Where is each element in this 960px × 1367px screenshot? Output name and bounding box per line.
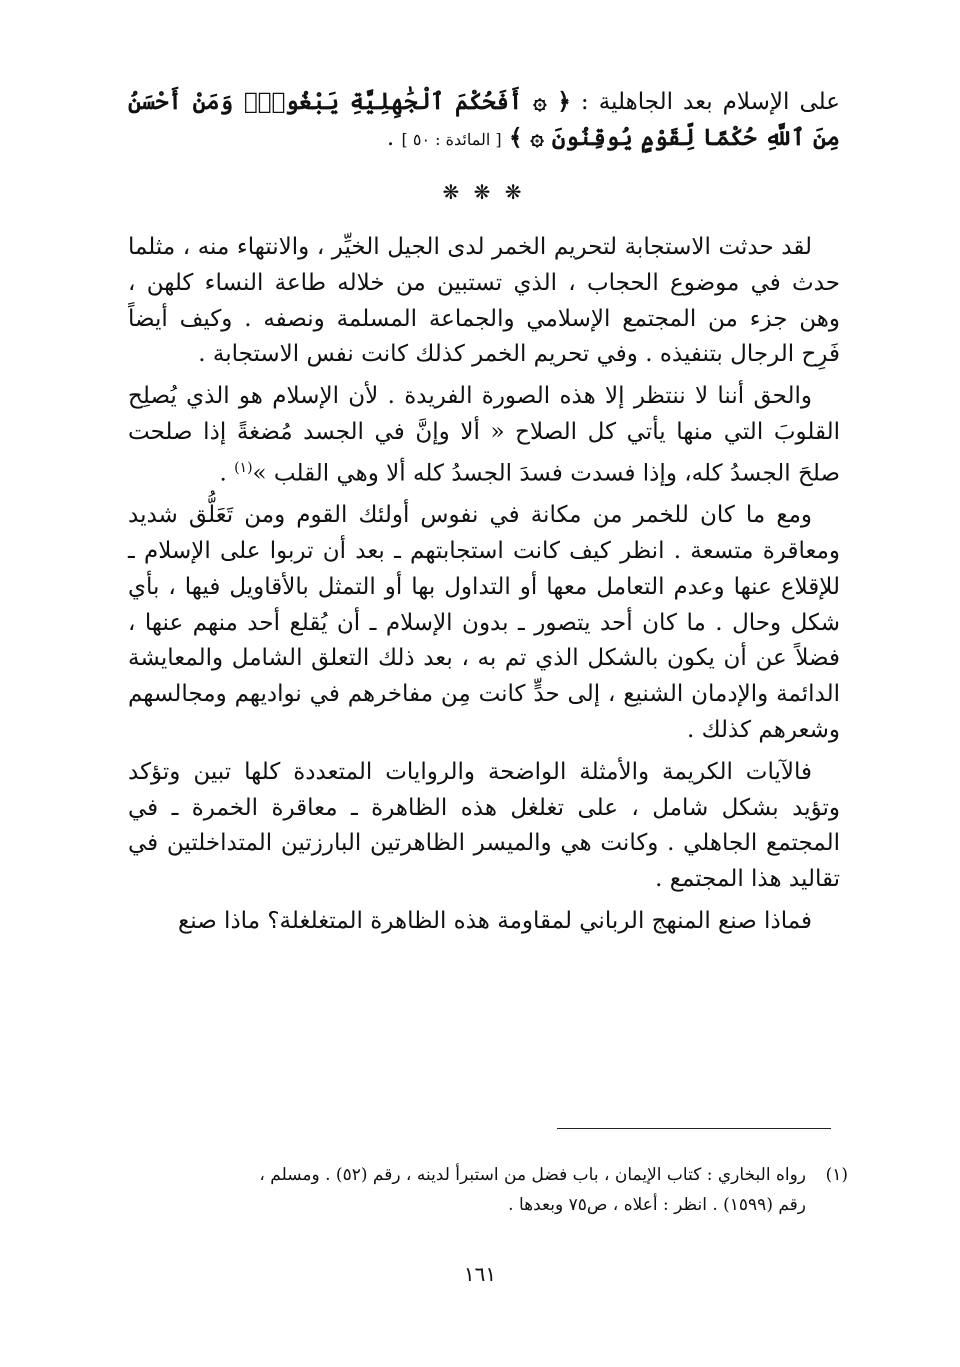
page-number: ١٦١ — [463, 1262, 497, 1286]
footnote-line-2: رقم (١٥٩٩) . انظر : أعلاه ، ص٧٥ وبعدها . — [508, 1195, 806, 1215]
footnote-marker: (١) — [234, 459, 253, 476]
top-quote — [128, 84, 840, 158]
quote-lead: على الإسلام بعد الجاهلية : — [580, 89, 840, 115]
footnote-line-1 — [128, 1160, 848, 1190]
paragraph-2-text: والحق أننا لا ننتظر إلا هذه الصورة الفريدة . لأن الإسلام هو الذي يُصلِح القلوبَ التي منها يأتي كل الصلاح « ألا وإنَّ في الجسد مُضغةً إذا صلحت صلحَ الجسدُ كله، وإذا فسدت فسدَ الجسدُ كله ألا وهي القلب » — [128, 383, 840, 487]
section-separator: ❋ ❋ ❋ — [442, 180, 526, 204]
footnote — [128, 1160, 848, 1220]
footnote-text-1: رواه البخاري : كتاب الإيمان ، باب فضل من استبرأ لدينه ، رقم (٥٢) . ومسلم ، — [259, 1165, 806, 1185]
paragraph-1: لقد حدثت الاستجابة لتحريم الخمر لدى الجيل الخيِّر ، والانتهاء منه ، مثلما حدث في موضوع الحجاب ، الذي تستبين من خلاله طاعة النساء كلهن ، وهن جزء من المجتمع الإسلامي والجماعة المسلمة ونصفه . وكيف أيضاً فَرِح الرجال بتنفيذه . وفي تحريم الخمر كذلك كانت نفس الاستجابة . — [128, 234, 840, 368]
verse-reference: [ المائدة : ٥٠ ] — [401, 130, 502, 149]
footnote-divider — [557, 1128, 831, 1129]
paragraph-3: ومع ما كان للخمر من مكانة في نفوس أولئك القوم ومن تَعَلُّق شديد ومعاقرة متسعة . انظر كيف كانت استجابتهم ـ بعد أن تربوا على الإسلام ـ للإقلاع عنها وعدم التعامل معها أو التداول بها أو التمثل بالأقاويل فيها ، بأي شكل وحال . ما كان أحد يتصور ـ بدون الإسلام ـ أن يُقلع أحد منهم عنها ، فضلاً عن أن يكون بالشكل الذي تم به ، بعد ذلك التعلق الشامل والمعايشة الدائمة والإدمان الشنيع ، إلى حدٍّ كانت مِن مفاخرهم في نواديهم ومجالسهم وشعرهم كذلك . — [128, 502, 840, 744]
paragraph-2 — [128, 379, 840, 492]
quote-end: . — [386, 125, 402, 151]
quran-verse: ﴿ ۞ أَفَحُكْمَ ٱلْجَٰهِلِيَّةِ يَبْغُونَۚ وَمَنْ أَحْسَنُ مِنَ ٱللَّهِ حُكْمًا لِّقَوْمٍ يُوقِنُونَ ۞ ﴾ — [128, 88, 840, 151]
footnote-number: (١) — [825, 1165, 848, 1185]
paragraph-5: فماذا صنع المنهج الرباني لمقاومة هذه الظاهرة المتغلغلة؟ ماذا صنع — [178, 908, 812, 934]
page-body — [128, 84, 840, 946]
paragraph-4: فالآيات الكريمة والأمثلة الواضحة والروايات المتعددة كلها تبين وتؤكد وتؤيد بشكل شامل ، على تغلغل هذه الظاهرة ـ معاقرة الخمرة ـ في المجتمع الجاهلي . وكانت هي والميسر الظاهرتين البارزتين المتداخلتين في تقاليد هذا المجتمع . — [128, 758, 840, 893]
paragraph-2-end: . — [219, 460, 235, 487]
